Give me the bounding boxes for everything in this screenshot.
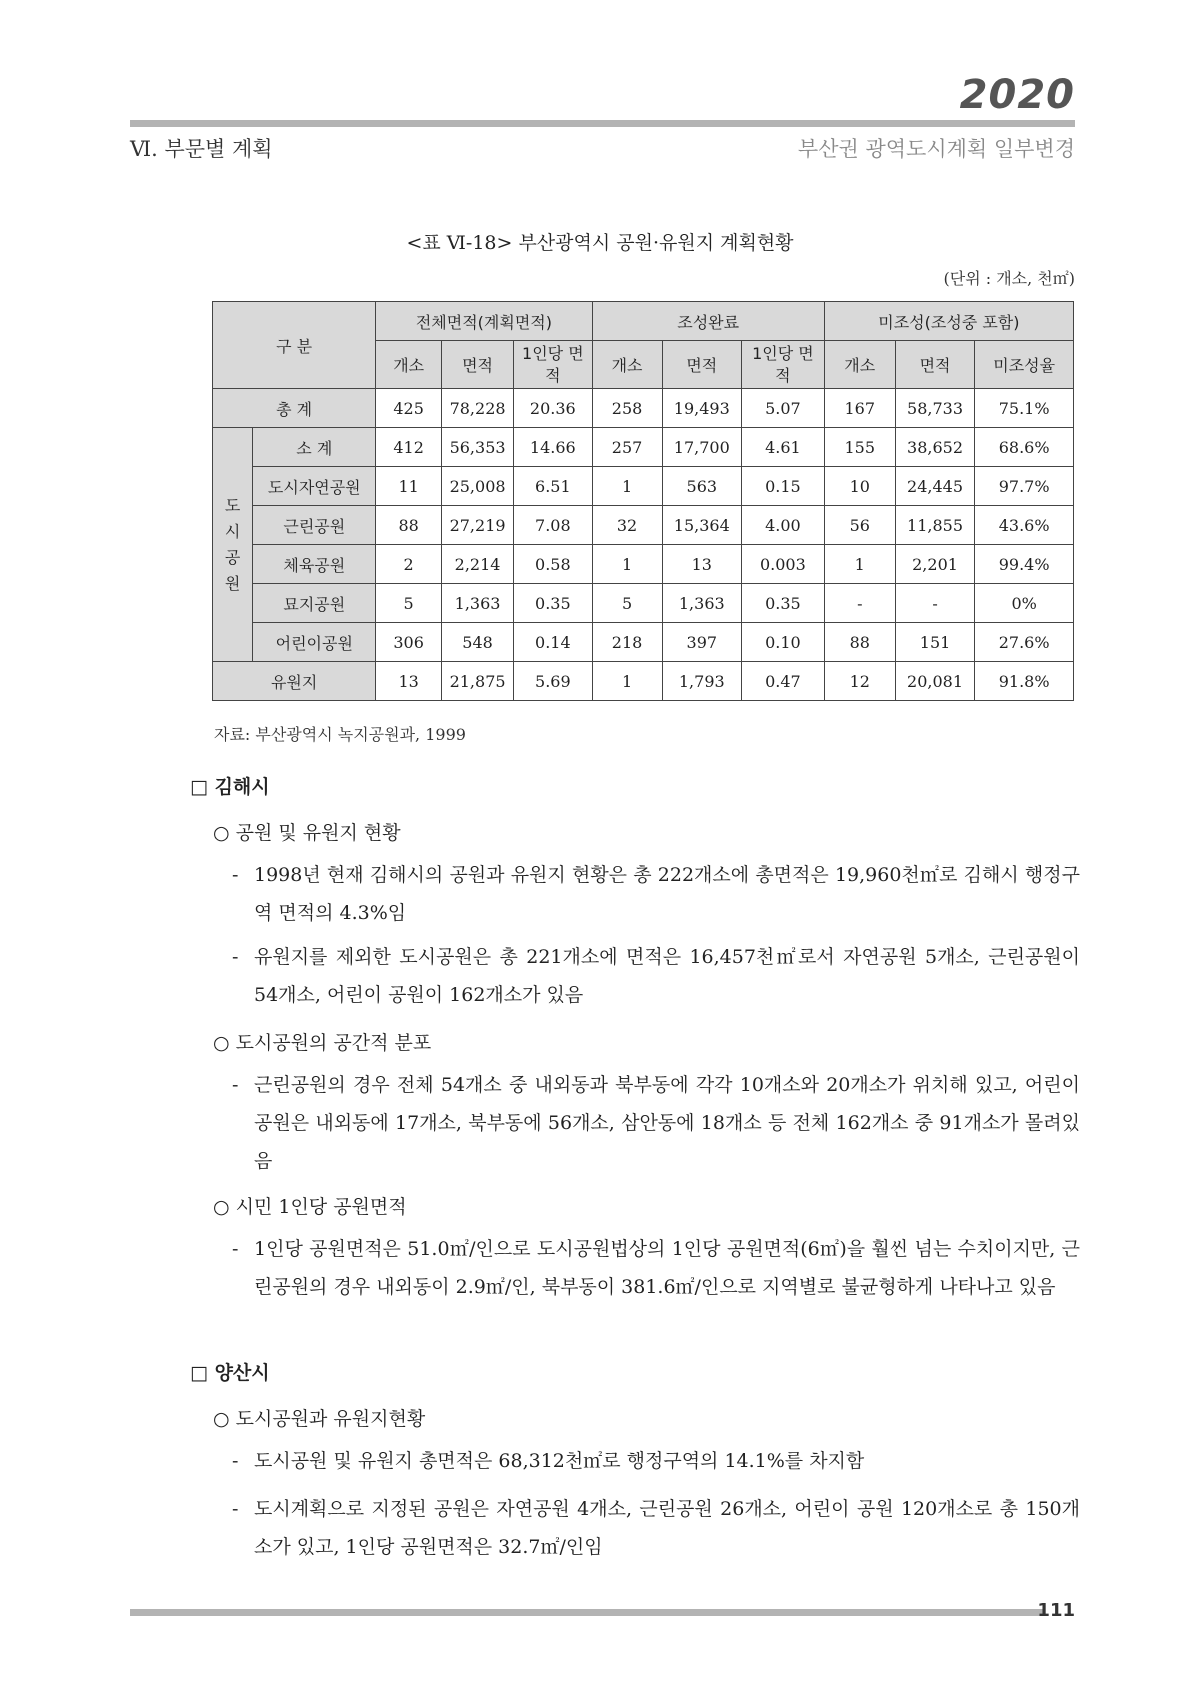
table-cell: 0.47	[742, 662, 825, 701]
page-number: 111	[1037, 1600, 1075, 1621]
table-cell: 38,652	[895, 428, 975, 467]
table-cell: 97.7%	[975, 467, 1074, 506]
table-cell: 7.08	[514, 506, 592, 545]
table-cell: 2,201	[895, 545, 975, 584]
footer-rule	[130, 1609, 1045, 1616]
table-cell: 11	[376, 467, 442, 506]
table-cell: 11,855	[895, 506, 975, 545]
table-cell: 1,793	[662, 662, 742, 701]
list-item	[232, 1066, 1080, 1180]
table-cell: 75.1%	[975, 389, 1074, 428]
header-per-capita: 1인당 면적	[742, 341, 825, 389]
table-cell: 0.58	[514, 545, 592, 584]
list-item-text: 도시공원 및 유원지 총면적은 68,312천㎡로 행정구역의 14.1%를 차지함	[254, 1450, 865, 1472]
table-cell: 91.8%	[975, 662, 1074, 701]
table-cell: 0.15	[742, 467, 825, 506]
table-cell: 257	[592, 428, 662, 467]
subheading-park-status: ○ 도시공원과 유원지현황	[213, 1408, 426, 1430]
subheading-per-capita: ○ 시민 1인당 공원면적	[213, 1196, 407, 1218]
subheading-spatial-distribution: ○ 도시공원의 공간적 분포	[213, 1032, 432, 1054]
table-cell: 1,363	[442, 584, 514, 623]
header-count: 개소	[592, 341, 662, 389]
table-cell: 25,008	[442, 467, 514, 506]
table-cell: 2	[376, 545, 442, 584]
table-unit: (단위 : 개소, 천㎡)	[943, 269, 1075, 288]
dash-marker: -	[232, 1498, 239, 1520]
table-cell: 10	[824, 467, 895, 506]
table-cell: 151	[895, 623, 975, 662]
table-cell: 32	[592, 506, 662, 545]
list-item-text: 유원지를 제외한 도시공원은 총 221개소에 면적은 16,457천㎡로서 자연공원 5개소, 근린공원이 54개소, 어린이 공원이 162개소가 있음	[254, 946, 1080, 1006]
header-total-area: 전체면적(계획면적)	[376, 302, 592, 341]
header-category: 구 분	[213, 302, 376, 389]
dash-marker: -	[232, 1450, 239, 1472]
header-per-capita: 1인당 면적	[514, 341, 592, 389]
table-row-amusement	[213, 662, 1074, 701]
list-item	[232, 938, 1080, 1014]
table-cell: 306	[376, 623, 442, 662]
header-count: 개소	[824, 341, 895, 389]
table-cell: 13	[376, 662, 442, 701]
table-cell: 12	[824, 662, 895, 701]
table-cell: 167	[824, 389, 895, 428]
dash-marker: -	[232, 1074, 239, 1096]
dash-marker: -	[232, 1238, 239, 1260]
table-cell: 155	[824, 428, 895, 467]
dash-marker: -	[232, 864, 239, 886]
table-cell: 43.6%	[975, 506, 1074, 545]
table-cell: 88	[376, 506, 442, 545]
table-cell: 27,219	[442, 506, 514, 545]
list-item-text: 1998년 현재 김해시의 공원과 유원지 현황은 총 222개소에 총면적은 19,960천㎡로 김해시 행정구역 면적의 4.3%임	[254, 864, 1080, 924]
dash-marker: -	[232, 946, 239, 968]
table-cell: 1	[592, 662, 662, 701]
table-cell: -	[895, 584, 975, 623]
table-cell: 0.35	[742, 584, 825, 623]
table-row	[213, 584, 1074, 623]
table-cell: 1	[592, 467, 662, 506]
row-label: 도시자연공원	[253, 467, 376, 506]
list-item-text: 도시계획으로 지정된 공원은 자연공원 4개소, 근린공원 26개소, 어린이 공원 120개소로 총 150개소가 있고, 1인당 공원면적은 32.7㎡/인임	[254, 1498, 1080, 1558]
table-cell: 24,445	[895, 467, 975, 506]
table-cell: 4.00	[742, 506, 825, 545]
row-label: 묘지공원	[253, 584, 376, 623]
table-cell: 5	[376, 584, 442, 623]
section-heading-yangsan: □ 양산시	[190, 1362, 270, 1384]
header-completed: 조성완료	[592, 302, 824, 341]
header-area: 면적	[442, 341, 514, 389]
table-cell: 56	[824, 506, 895, 545]
table-cell: 0.003	[742, 545, 825, 584]
subheading-park-status: ○ 공원 및 유원지 현황	[213, 822, 401, 844]
header-rule	[130, 120, 1075, 127]
table-cell: 19,493	[662, 389, 742, 428]
document-title: 부산권 광역도시계획 일부변경	[797, 137, 1075, 161]
table-cell: 88	[824, 623, 895, 662]
section-title: Ⅵ. 부문별 계획	[130, 137, 273, 161]
row-label: 체육공원	[253, 545, 376, 584]
header-area: 면적	[662, 341, 742, 389]
table-cell: 56,353	[442, 428, 514, 467]
row-label: 총 계	[213, 389, 376, 428]
row-label: 유원지	[213, 662, 376, 701]
header-unbuilt-rate: 미조성율	[975, 341, 1074, 389]
table-cell: 13	[662, 545, 742, 584]
park-table	[212, 301, 1074, 701]
row-label: 근린공원	[253, 506, 376, 545]
header-count: 개소	[376, 341, 442, 389]
table-cell: 0.35	[514, 584, 592, 623]
table-row	[213, 545, 1074, 584]
table-cell: 548	[442, 623, 514, 662]
table-cell: 20.36	[514, 389, 592, 428]
table-cell: 5.07	[742, 389, 825, 428]
table-cell: 0.14	[514, 623, 592, 662]
table-cell: 218	[592, 623, 662, 662]
table-cell: 4.61	[742, 428, 825, 467]
year-label: 2020	[959, 72, 1075, 118]
list-item-text: 1인당 공원면적은 51.0㎡/인으로 도시공원법상의 1인당 공원면적(6㎡)을 훨씬 넘는 수치이지만, 근린공원의 경우 내외동이 2.9㎡/인, 북부동이 381.6㎡/인으로 지역별로 불균형하게 나타나고 있음	[254, 1238, 1080, 1298]
table-cell: 258	[592, 389, 662, 428]
header-area: 면적	[895, 341, 975, 389]
table-cell: 14.66	[514, 428, 592, 467]
list-item	[232, 1230, 1080, 1306]
table-cell: 20,081	[895, 662, 975, 701]
table-cell: 21,875	[442, 662, 514, 701]
table-cell: 0%	[975, 584, 1074, 623]
table-cell: 1,363	[662, 584, 742, 623]
table-cell: 412	[376, 428, 442, 467]
row-label: 소 계	[253, 428, 376, 467]
table-cell: 58,733	[895, 389, 975, 428]
row-label: 어린이공원	[253, 623, 376, 662]
table-caption: <표 Ⅵ-18> 부산광역시 공원·유원지 계획현황	[406, 232, 794, 254]
table-cell: 27.6%	[975, 623, 1074, 662]
city-park-label: 도시공원	[224, 495, 241, 593]
list-item	[232, 1490, 1080, 1566]
table-row-total	[213, 389, 1074, 428]
table-cell: 17,700	[662, 428, 742, 467]
table-row	[213, 428, 1074, 467]
table-cell: -	[824, 584, 895, 623]
table-cell: 5	[592, 584, 662, 623]
table-cell: 1	[592, 545, 662, 584]
table-cell: 15,364	[662, 506, 742, 545]
list-item	[232, 856, 1080, 932]
table-row	[213, 623, 1074, 662]
list-item	[232, 1442, 1080, 1480]
table-cell: 563	[662, 467, 742, 506]
table-cell: 68.6%	[975, 428, 1074, 467]
header-uncompleted: 미조성(조성중 포함)	[824, 302, 1073, 341]
table-row	[213, 506, 1074, 545]
table-cell: 5.69	[514, 662, 592, 701]
table-cell: 6.51	[514, 467, 592, 506]
table-cell: 0.10	[742, 623, 825, 662]
section-heading-gimhae: □ 김해시	[190, 776, 270, 798]
city-park-group-label	[213, 428, 253, 662]
table-cell: 397	[662, 623, 742, 662]
list-item-text: 근린공원의 경우 전체 54개소 중 내외동과 북부동에 각각 10개소와 20개소가 위치해 있고, 어린이 공원은 내외동에 17개소, 북부동에 56개소, 삼안동에 18개소 등 전체 162개소 중 91개소가 몰려있음	[254, 1074, 1080, 1172]
table-cell: 425	[376, 389, 442, 428]
table-cell: 78,228	[442, 389, 514, 428]
table-cell: 2,214	[442, 545, 514, 584]
table-cell: 1	[824, 545, 895, 584]
table-row	[213, 467, 1074, 506]
table-cell: 99.4%	[975, 545, 1074, 584]
table-source: 자료: 부산광역시 녹지공원과, 1999	[214, 725, 466, 744]
